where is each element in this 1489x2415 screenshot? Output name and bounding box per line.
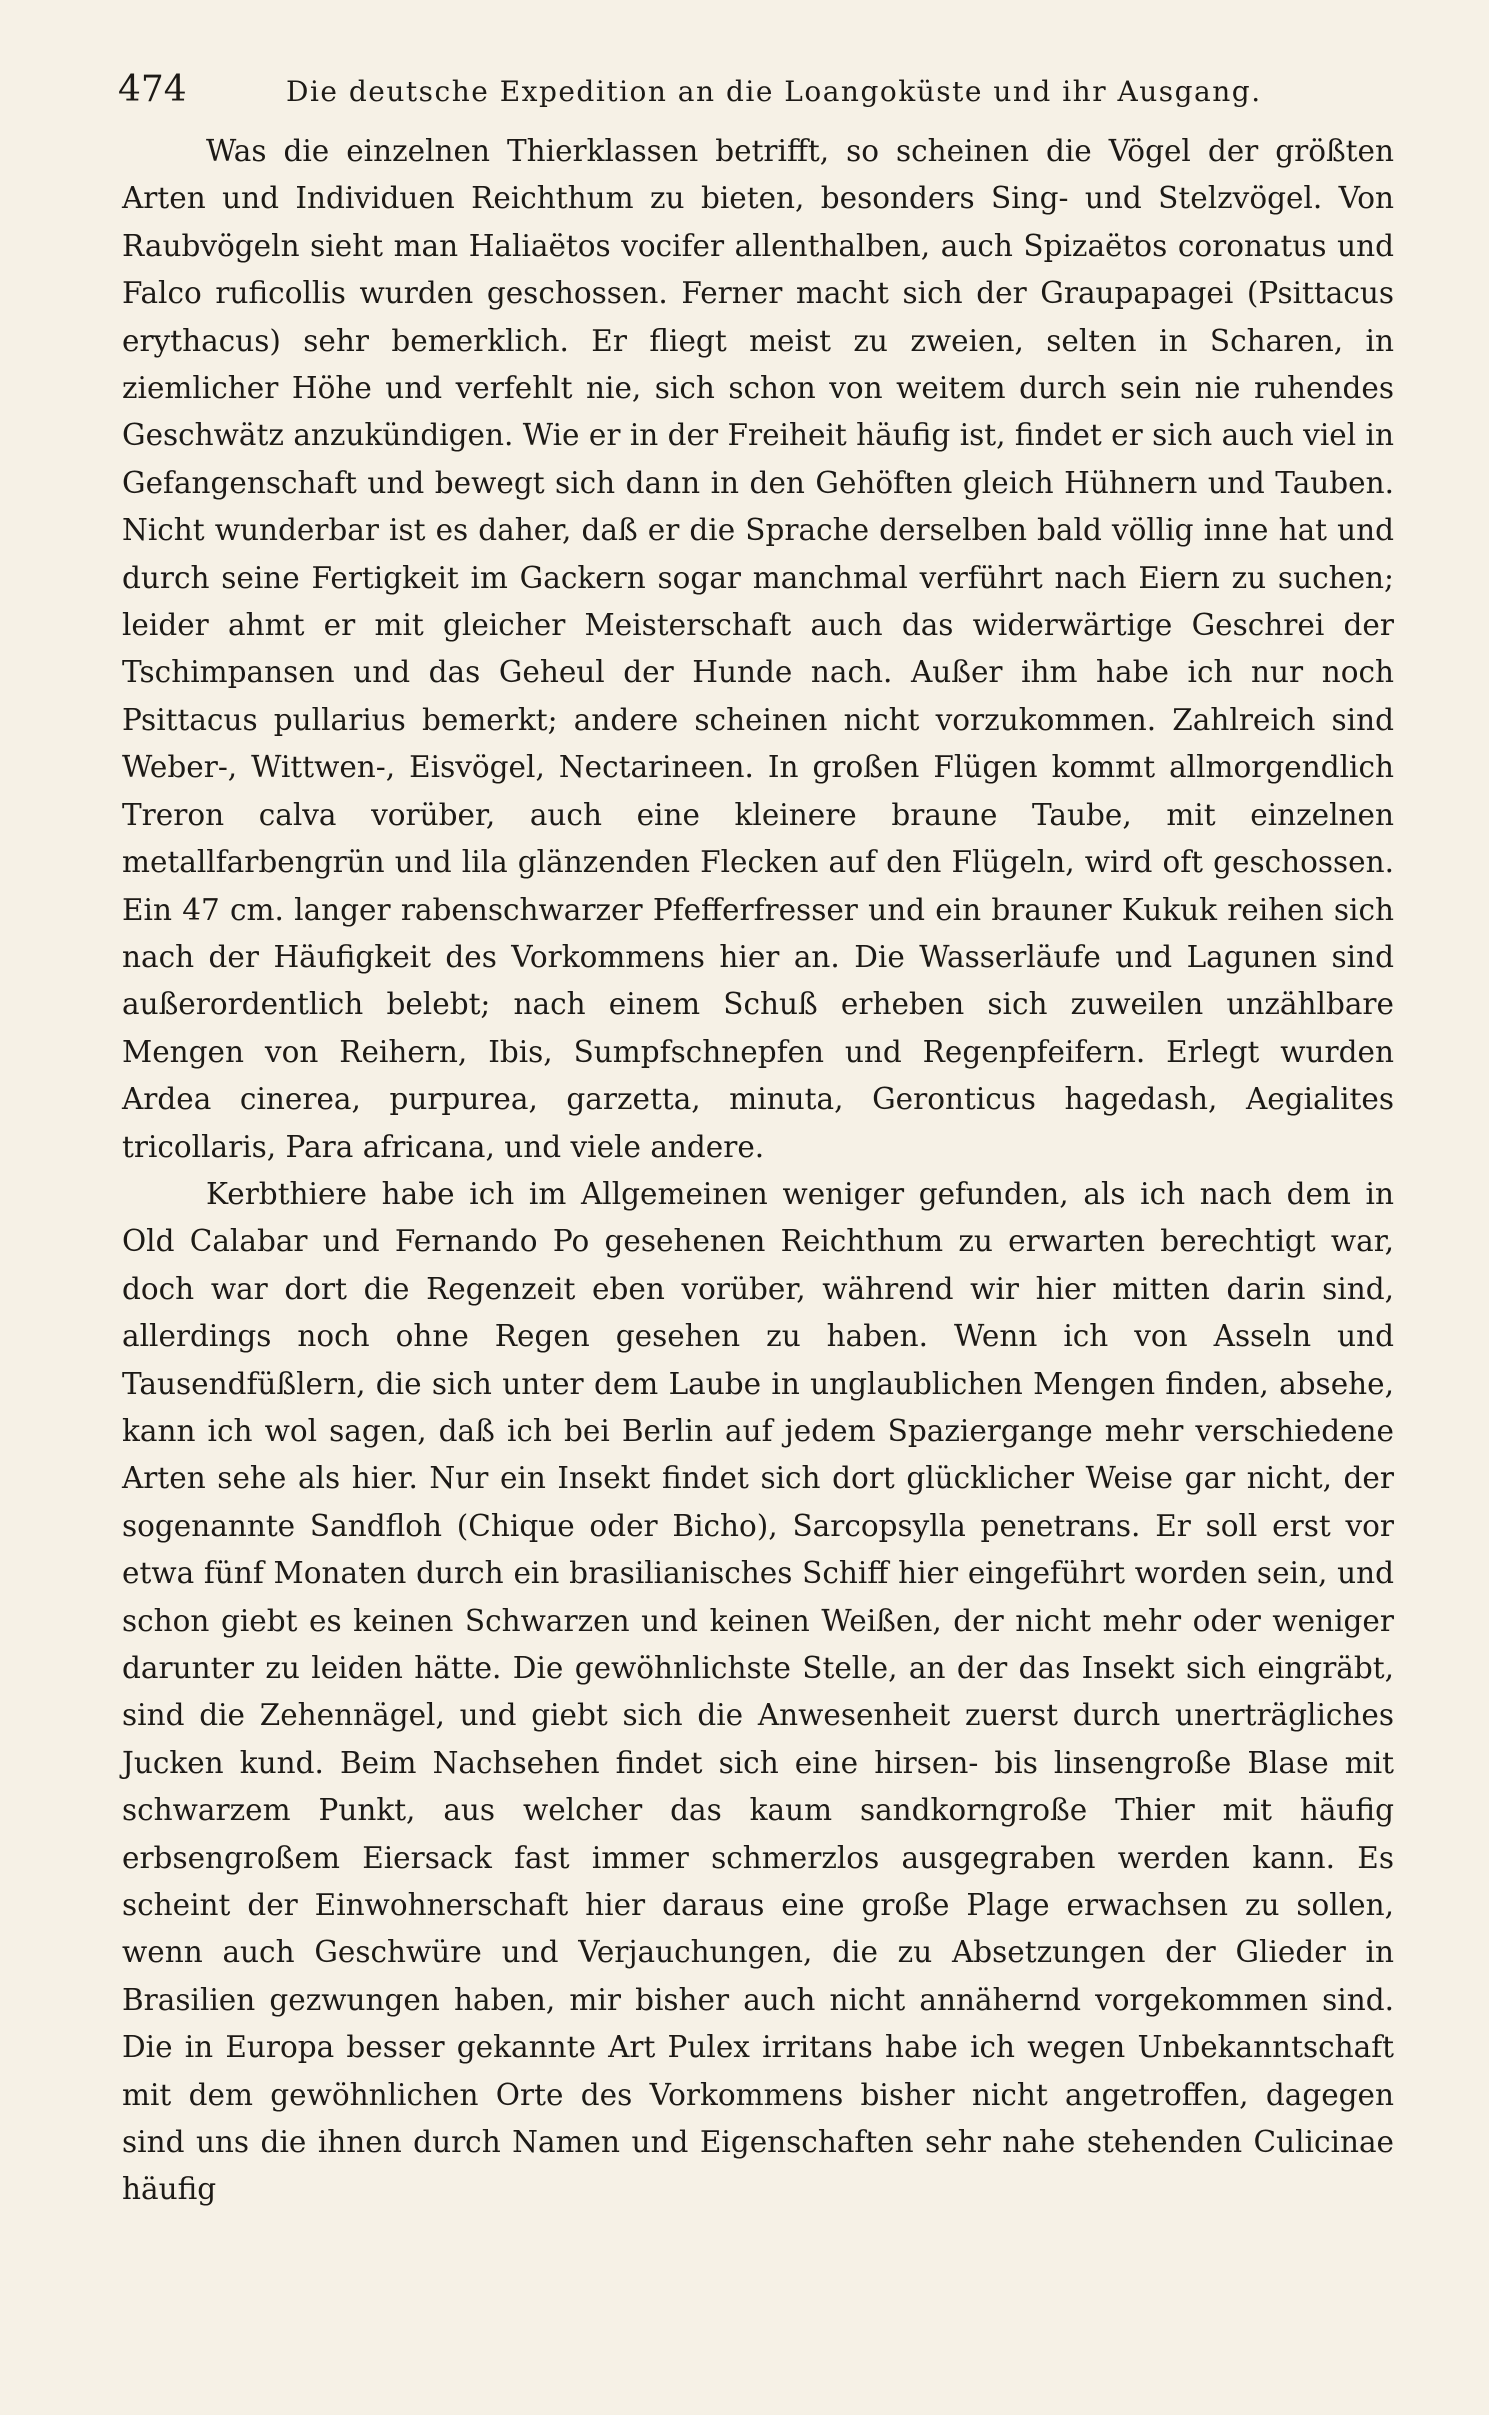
paragraph-birds: Was die einzelnen Thierklassen betrifft, so scheinen die Vögel der größten Arten und Individuen Reichthum zu bieten, besonders Sing- und Stelzvögel. Von Raubvögeln sieht man Haliaëtos vocifer allenthalben, auch Spizaëtos coronatus und Falco ruficollis wurden geschossen. Ferner macht sich der Graupapagei (Psittacus erythacus) sehr bemerklich. Er fliegt meist zu zweien, selten in Scharen, in ziemlicher Höhe und verfehlt nie, sich schon von weitem durch sein nie ruhendes Geschwätz anzukündigen. Wie er in der Freiheit häufig ist, findet er sich auch viel in Gefangenschaft und bewegt sich dann in den Gehöften gleich Hühnern und Tauben. Nicht wunderbar ist es daher, daß er die Sprache derselben bald völlig inne hat und durch seine Fertigkeit im Gackern sogar manchmal verführt nach Eiern zu suchen; leider ahmt er mit gleicher Meisterschaft auch das widerwärtige Geschrei der Tschimpansen und das Geheul der Hunde nach. Außer ihm habe ich nur noch Psittacus pullarius bemerkt; andere scheinen nicht vorzukommen. Zahlreich sind Weber-, Wittwen-, Eisvögel, Nectarineen. In großen Flügen kommt allmorgendlich Treron calva vorüber, auch eine kleinere braune Taube, mit einzelnen metallfarbengrün und lila glänzenden Flecken auf den Flügeln, wird oft geschossen. Ein 47 cm. langer rabenschwarzer Pfefferfresser und ein brauner Kukuk reihen sich nach der Häufigkeit des Vorkommens hier an. Die Wasserläufe und Lagunen sind außerordentlich belebt; nach einem Schuß erheben sich zuweilen unzählbare Mengen von Reihern, Ibis, Sumpfschnepfen und Regenpfeifern. Erlegt wurden Ardea cinerea, purpurea, garzetta, minuta, Geronticus hagedash, Aegialites tricollaris, Para africana, und viele andere. [122,134,1394,1164]
page-header [118,66,1400,114]
paragraph-insects: Kerbthiere habe ich im Allgemeinen weniger gefunden, als ich nach dem in Old Calabar und Fernando Po gesehenen Reichthum zu erwarten berechtigt war, doch war dort die Regenzeit eben vorüber, während wir hier mitten darin sind, allerdings noch ohne Regen gesehen zu haben. Wenn ich von Asseln und Tausendfüßlern, die sich unter dem Laube in unglaublichen Mengen finden, absehe, kann ich wol sagen, daß ich bei Berlin auf jedem Spaziergange mehr verschiedene Arten sehe als hier. Nur ein Insekt findet sich dort glücklicher Weise gar nicht, der sogenannte Sandfloh (Chique oder Bicho), Sarcopsylla penetrans. Er soll erst vor etwa fünf Monaten durch ein brasilianisches Schiff hier eingeführt worden sein, und schon giebt es keinen Schwarzen und keinen Weißen, der nicht mehr oder weniger darunter zu leiden hätte. Die gewöhnlichste Stelle, an der das Insekt sich eingräbt, sind die Zehennägel, und giebt sich die Anwesenheit zuerst durch unerträgliches Jucken kund. Beim Nachsehen findet sich eine hirsen- bis linsengroße Blase mit schwarzem Punkt, aus welcher das kaum sandkorngroße Thier mit häufig erbsengroßem Eiersack fast immer schmerzlos ausgegraben werden kann. Es scheint der Einwohnerschaft hier daraus eine große Plage erwachsen zu sollen, wenn auch Geschwüre und Verjauchungen, die zu Absetzungen der Glieder in Brasilien gezwungen haben, mir bisher auch nicht annähernd vorgekommen sind. Die in Europa besser gekannte Art Pulex irritans habe ich wegen Unbekanntschaft mit dem gewöhnlichen Orte des Vorkommens bisher nicht angetroffen, dagegen sind uns die ihnen durch Namen und Eigenschaften sehr nahe stehenden Culicinae häufig [122,1176,1394,2207]
page-number: 474 [118,69,187,110]
running-title: Die deutsche Expedition an die Loangoküste und ihr Ausgang. [286,75,1262,108]
body-text [122,128,1394,2214]
